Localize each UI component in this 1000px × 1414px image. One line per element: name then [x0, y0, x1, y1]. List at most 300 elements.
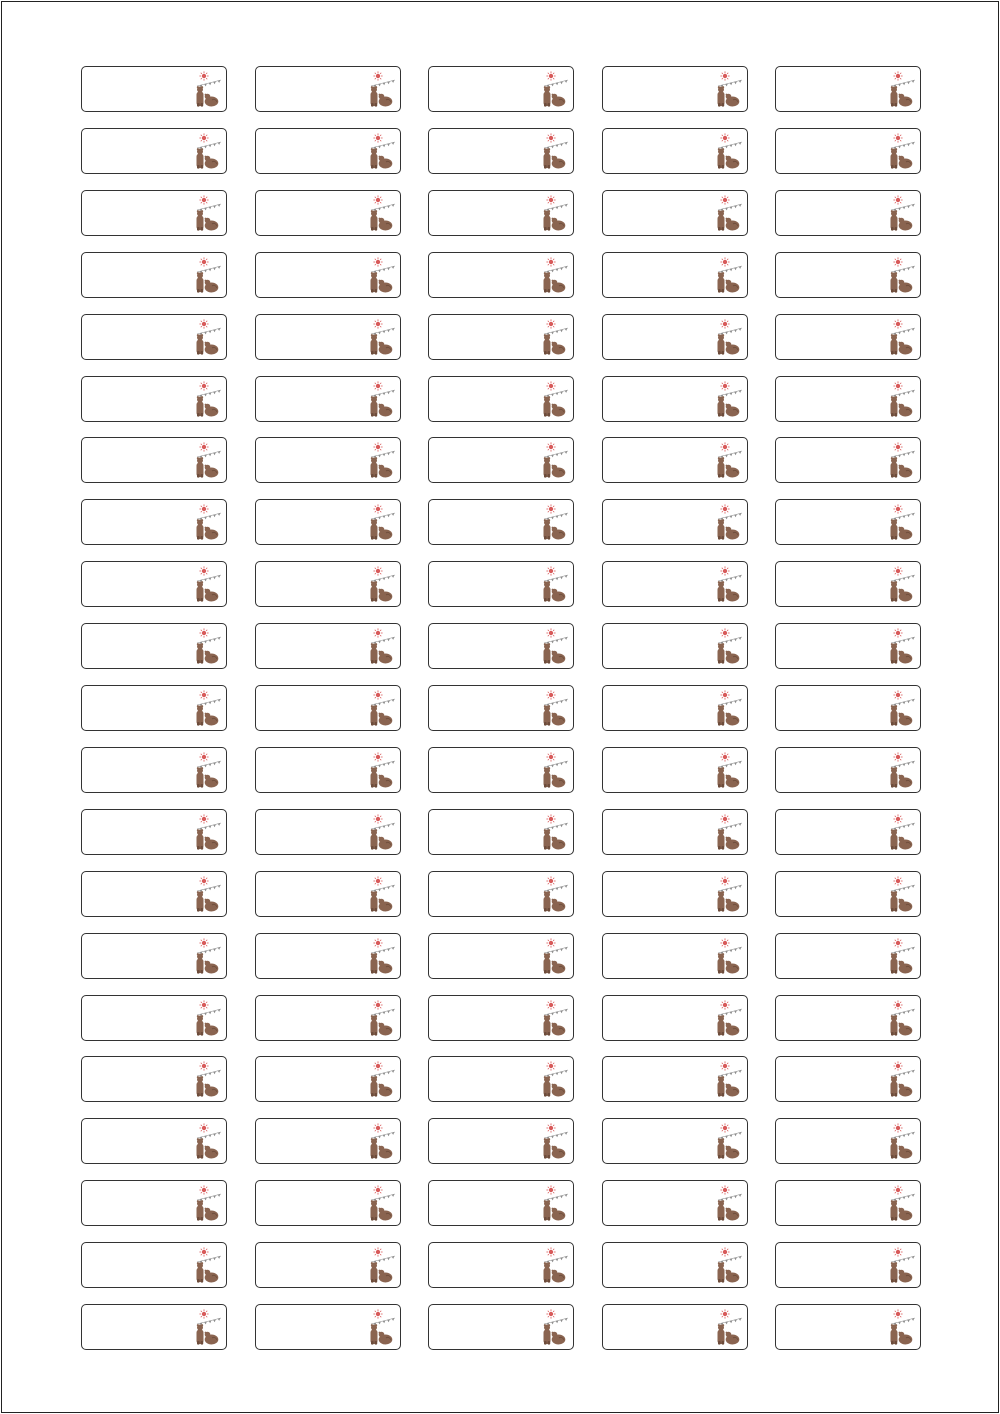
bear-cubs-with-bunting-and-sun-icon: [714, 999, 744, 1037]
bear-cubs-with-bunting-and-sun-icon: [714, 937, 744, 975]
standing-bear-icon: [891, 643, 898, 664]
bunting-icon: [197, 513, 221, 520]
standing-bear-icon: [544, 1076, 551, 1097]
bunting-icon: [197, 575, 221, 582]
standing-bear-icon: [717, 767, 724, 788]
standing-bear-icon: [370, 705, 377, 726]
sun-icon: [199, 1124, 208, 1133]
sun-icon: [373, 1186, 382, 1195]
bunting-icon: [891, 637, 915, 644]
label: [602, 685, 748, 731]
label: [81, 623, 227, 669]
standing-bear-icon: [891, 1015, 898, 1036]
label: [81, 809, 227, 855]
bear-cubs-with-bunting-and-sun-icon: [540, 318, 570, 356]
curled-bear-icon: [205, 651, 219, 664]
label: [428, 1118, 574, 1164]
sun-icon: [720, 1000, 729, 1009]
standing-bear-icon: [197, 953, 204, 974]
bear-cubs-with-bunting-and-sun-icon: [367, 1184, 397, 1222]
standing-bear-icon: [891, 1200, 898, 1221]
bunting-icon: [891, 204, 915, 211]
label: [255, 623, 401, 669]
bunting-icon: [544, 575, 568, 582]
curled-bear-icon: [552, 465, 566, 478]
curled-bear-icon: [552, 403, 566, 416]
curled-bear-icon: [899, 403, 913, 416]
bunting-icon: [718, 328, 742, 335]
label: [81, 685, 227, 731]
label: [428, 747, 574, 793]
standing-bear-icon: [717, 1200, 724, 1221]
standing-bear-icon: [891, 272, 898, 293]
label: [775, 685, 921, 731]
sun-icon: [720, 628, 729, 637]
sun-icon: [546, 1124, 555, 1133]
label: [428, 871, 574, 917]
standing-bear-icon: [197, 1076, 204, 1097]
standing-bear-icon: [717, 891, 724, 912]
bear-cubs-with-bunting-and-sun-icon: [540, 1184, 570, 1222]
bunting-icon: [891, 266, 915, 273]
label: [428, 190, 574, 236]
curled-bear-icon: [725, 589, 739, 602]
label: [602, 995, 748, 1041]
curled-bear-icon: [725, 1146, 739, 1159]
sun-icon: [546, 1000, 555, 1009]
bunting-icon: [544, 1132, 568, 1139]
label: [428, 1304, 574, 1350]
bunting-icon: [544, 1070, 568, 1077]
curled-bear-icon: [378, 960, 392, 973]
sun-icon: [546, 1062, 555, 1071]
standing-bear-icon: [544, 1324, 551, 1345]
standing-bear-icon: [891, 457, 898, 478]
bear-cubs-with-bunting-and-sun-icon: [714, 70, 744, 108]
curled-bear-icon: [378, 155, 392, 168]
bunting-icon: [891, 761, 915, 768]
label: [602, 623, 748, 669]
bunting-icon: [544, 266, 568, 273]
curled-bear-icon: [205, 403, 219, 416]
label: [428, 314, 574, 360]
sun-icon: [373, 628, 382, 637]
sun-icon: [373, 195, 382, 204]
bunting-icon: [544, 1318, 568, 1325]
bunting-icon: [718, 80, 742, 87]
label: [81, 499, 227, 545]
sun-icon: [893, 319, 902, 328]
bear-cubs-with-bunting-and-sun-icon: [714, 1184, 744, 1222]
label: [775, 1304, 921, 1350]
bear-cubs-with-bunting-and-sun-icon: [367, 503, 397, 541]
bear-cubs-with-bunting-and-sun-icon: [367, 380, 397, 418]
standing-bear-icon: [197, 1015, 204, 1036]
sun-icon: [199, 1186, 208, 1195]
bunting-icon: [544, 80, 568, 87]
bunting-icon: [718, 266, 742, 273]
sun-icon: [373, 133, 382, 142]
label: [775, 1242, 921, 1288]
standing-bear-icon: [197, 829, 204, 850]
bear-cubs-with-bunting-and-sun-icon: [887, 1184, 917, 1222]
sun-icon: [893, 1124, 902, 1133]
bunting-icon: [371, 1070, 395, 1077]
sun-icon: [546, 443, 555, 452]
bear-cubs-with-bunting-and-sun-icon: [887, 813, 917, 851]
sun-icon: [546, 814, 555, 823]
label: [428, 995, 574, 1041]
label: [602, 1242, 748, 1288]
bunting-icon: [891, 142, 915, 149]
curled-bear-icon: [378, 403, 392, 416]
standing-bear-icon: [370, 643, 377, 664]
bear-cubs-with-bunting-and-sun-icon: [714, 503, 744, 541]
label: [775, 871, 921, 917]
standing-bear-icon: [891, 829, 898, 850]
sun-icon: [720, 1309, 729, 1318]
label: [602, 252, 748, 298]
sun-icon: [893, 814, 902, 823]
curled-bear-icon: [378, 1022, 392, 1035]
sun-icon: [546, 752, 555, 761]
curled-bear-icon: [899, 1332, 913, 1345]
sun-icon: [893, 195, 902, 204]
sun-icon: [546, 628, 555, 637]
standing-bear-icon: [717, 1076, 724, 1097]
sun-icon: [199, 628, 208, 637]
bunting-icon: [371, 390, 395, 397]
bear-cubs-with-bunting-and-sun-icon: [367, 937, 397, 975]
label: [255, 66, 401, 112]
curled-bear-icon: [205, 1332, 219, 1345]
label: [255, 561, 401, 607]
standing-bear-icon: [717, 1138, 724, 1159]
bunting-icon: [891, 885, 915, 892]
standing-bear-icon: [197, 1262, 204, 1283]
curled-bear-icon: [725, 898, 739, 911]
standing-bear-icon: [891, 1138, 898, 1159]
label: [775, 995, 921, 1041]
sun-icon: [893, 133, 902, 142]
bunting-icon: [544, 1194, 568, 1201]
label: [255, 1056, 401, 1102]
bear-cubs-with-bunting-and-sun-icon: [540, 1122, 570, 1160]
bunting-icon: [891, 80, 915, 87]
curled-bear-icon: [205, 465, 219, 478]
curled-bear-icon: [378, 1146, 392, 1159]
label: [602, 1118, 748, 1164]
curled-bear-icon: [899, 589, 913, 602]
curled-bear-icon: [378, 589, 392, 602]
sun-icon: [199, 814, 208, 823]
bear-cubs-with-bunting-and-sun-icon: [887, 194, 917, 232]
bunting-icon: [718, 1070, 742, 1077]
sun-icon: [373, 814, 382, 823]
bear-cubs-with-bunting-and-sun-icon: [193, 441, 223, 479]
standing-bear-icon: [370, 457, 377, 478]
label: [775, 190, 921, 236]
bunting-icon: [891, 1009, 915, 1016]
standing-bear-icon: [370, 86, 377, 107]
bear-cubs-with-bunting-and-sun-icon: [193, 813, 223, 851]
sun-icon: [893, 443, 902, 452]
label: [255, 871, 401, 917]
curled-bear-icon: [205, 155, 219, 168]
sun-icon: [720, 814, 729, 823]
standing-bear-icon: [544, 210, 551, 231]
sun-icon: [720, 1247, 729, 1256]
standing-bear-icon: [544, 334, 551, 355]
standing-bear-icon: [544, 581, 551, 602]
label: [81, 995, 227, 1041]
standing-bear-icon: [370, 148, 377, 169]
standing-bear-icon: [370, 1076, 377, 1097]
bear-cubs-with-bunting-and-sun-icon: [714, 1308, 744, 1346]
label: [255, 499, 401, 545]
sun-icon: [893, 1309, 902, 1318]
standing-bear-icon: [197, 272, 204, 293]
curled-bear-icon: [899, 836, 913, 849]
sun-icon: [893, 1000, 902, 1009]
label: [81, 66, 227, 112]
standing-bear-icon: [544, 1200, 551, 1221]
sun-icon: [720, 1186, 729, 1195]
sun-icon: [546, 195, 555, 204]
sun-icon: [720, 195, 729, 204]
bunting-icon: [718, 885, 742, 892]
standing-bear-icon: [197, 767, 204, 788]
bear-cubs-with-bunting-and-sun-icon: [714, 318, 744, 356]
bunting-icon: [544, 328, 568, 335]
curled-bear-icon: [899, 465, 913, 478]
label: [255, 128, 401, 174]
bear-cubs-with-bunting-and-sun-icon: [887, 689, 917, 727]
curled-bear-icon: [378, 94, 392, 107]
curled-bear-icon: [552, 898, 566, 911]
label: [255, 376, 401, 422]
sun-icon: [373, 752, 382, 761]
bunting-icon: [544, 699, 568, 706]
bear-cubs-with-bunting-and-sun-icon: [193, 503, 223, 541]
bunting-icon: [371, 1318, 395, 1325]
standing-bear-icon: [891, 581, 898, 602]
label: [775, 437, 921, 483]
sun-icon: [893, 1186, 902, 1195]
bunting-icon: [891, 947, 915, 954]
bunting-icon: [197, 142, 221, 149]
bear-cubs-with-bunting-and-sun-icon: [193, 689, 223, 727]
standing-bear-icon: [197, 457, 204, 478]
sun-icon: [199, 938, 208, 947]
bear-cubs-with-bunting-and-sun-icon: [714, 689, 744, 727]
label: [255, 995, 401, 1041]
curled-bear-icon: [378, 465, 392, 478]
sun-icon: [199, 567, 208, 576]
sun-icon: [373, 319, 382, 328]
curled-bear-icon: [205, 217, 219, 230]
label: [81, 1118, 227, 1164]
bear-cubs-with-bunting-and-sun-icon: [714, 1122, 744, 1160]
curled-bear-icon: [552, 1022, 566, 1035]
bunting-icon: [891, 699, 915, 706]
label: [255, 437, 401, 483]
curled-bear-icon: [725, 960, 739, 973]
standing-bear-icon: [197, 643, 204, 664]
curled-bear-icon: [205, 1084, 219, 1097]
curled-bear-icon: [552, 217, 566, 230]
sun-icon: [546, 1247, 555, 1256]
bear-cubs-with-bunting-and-sun-icon: [193, 70, 223, 108]
standing-bear-icon: [544, 767, 551, 788]
label: [255, 1180, 401, 1226]
curled-bear-icon: [899, 1270, 913, 1283]
standing-bear-icon: [891, 1262, 898, 1283]
curled-bear-icon: [899, 651, 913, 664]
sun-icon: [720, 938, 729, 947]
label: [81, 437, 227, 483]
curled-bear-icon: [378, 774, 392, 787]
curled-bear-icon: [552, 960, 566, 973]
bear-cubs-with-bunting-and-sun-icon: [714, 194, 744, 232]
label: [428, 809, 574, 855]
label: [81, 1180, 227, 1226]
bear-cubs-with-bunting-and-sun-icon: [714, 1060, 744, 1098]
label-grid: [81, 66, 923, 1351]
standing-bear-icon: [891, 767, 898, 788]
label: [602, 933, 748, 979]
curled-bear-icon: [205, 589, 219, 602]
label: [602, 128, 748, 174]
standing-bear-icon: [197, 210, 204, 231]
label: [602, 561, 748, 607]
curled-bear-icon: [205, 1022, 219, 1035]
bear-cubs-with-bunting-and-sun-icon: [887, 937, 917, 975]
sun-icon: [546, 71, 555, 80]
sun-icon: [720, 505, 729, 514]
label: [428, 561, 574, 607]
label: [428, 66, 574, 112]
bear-cubs-with-bunting-and-sun-icon: [540, 70, 570, 108]
bear-cubs-with-bunting-and-sun-icon: [887, 1246, 917, 1284]
sun-icon: [546, 257, 555, 266]
bear-cubs-with-bunting-and-sun-icon: [193, 627, 223, 665]
bear-cubs-with-bunting-and-sun-icon: [193, 1122, 223, 1160]
bear-cubs-with-bunting-and-sun-icon: [887, 565, 917, 603]
bunting-icon: [718, 1318, 742, 1325]
standing-bear-icon: [717, 1015, 724, 1036]
bear-cubs-with-bunting-and-sun-icon: [193, 1246, 223, 1284]
bunting-icon: [718, 947, 742, 954]
bear-cubs-with-bunting-and-sun-icon: [193, 999, 223, 1037]
standing-bear-icon: [544, 643, 551, 664]
curled-bear-icon: [552, 94, 566, 107]
bunting-icon: [371, 1194, 395, 1201]
label: [81, 1242, 227, 1288]
bunting-icon: [197, 1132, 221, 1139]
bunting-icon: [718, 451, 742, 458]
curled-bear-icon: [552, 774, 566, 787]
standing-bear-icon: [717, 581, 724, 602]
curled-bear-icon: [205, 527, 219, 540]
standing-bear-icon: [370, 272, 377, 293]
curled-bear-icon: [205, 713, 219, 726]
standing-bear-icon: [197, 581, 204, 602]
standing-bear-icon: [544, 519, 551, 540]
label: [602, 809, 748, 855]
bunting-icon: [718, 390, 742, 397]
bunting-icon: [891, 328, 915, 335]
bear-cubs-with-bunting-and-sun-icon: [540, 565, 570, 603]
bunting-icon: [718, 1194, 742, 1201]
standing-bear-icon: [717, 953, 724, 974]
sun-icon: [893, 1247, 902, 1256]
standing-bear-icon: [197, 1324, 204, 1345]
curled-bear-icon: [552, 155, 566, 168]
label: [602, 190, 748, 236]
sun-icon: [373, 1062, 382, 1071]
label: [255, 1304, 401, 1350]
bear-cubs-with-bunting-and-sun-icon: [367, 194, 397, 232]
sun-icon: [373, 381, 382, 390]
bear-cubs-with-bunting-and-sun-icon: [193, 256, 223, 294]
bear-cubs-with-bunting-and-sun-icon: [367, 132, 397, 170]
bear-cubs-with-bunting-and-sun-icon: [193, 318, 223, 356]
bear-cubs-with-bunting-and-sun-icon: [887, 318, 917, 356]
sun-icon: [199, 195, 208, 204]
bear-cubs-with-bunting-and-sun-icon: [367, 441, 397, 479]
bunting-icon: [544, 885, 568, 892]
bunting-icon: [371, 513, 395, 520]
bunting-icon: [197, 885, 221, 892]
sun-icon: [546, 133, 555, 142]
curled-bear-icon: [378, 527, 392, 540]
curled-bear-icon: [378, 1332, 392, 1345]
bear-cubs-with-bunting-and-sun-icon: [367, 70, 397, 108]
bunting-icon: [718, 513, 742, 520]
standing-bear-icon: [370, 767, 377, 788]
bear-cubs-with-bunting-and-sun-icon: [540, 875, 570, 913]
sun-icon: [373, 938, 382, 947]
curled-bear-icon: [205, 1146, 219, 1159]
bear-cubs-with-bunting-and-sun-icon: [540, 689, 570, 727]
bear-cubs-with-bunting-and-sun-icon: [714, 132, 744, 170]
bear-cubs-with-bunting-and-sun-icon: [714, 565, 744, 603]
standing-bear-icon: [717, 210, 724, 231]
label: [428, 252, 574, 298]
bunting-icon: [891, 451, 915, 458]
standing-bear-icon: [891, 86, 898, 107]
sun-icon: [199, 1062, 208, 1071]
curled-bear-icon: [899, 341, 913, 354]
sun-icon: [373, 567, 382, 576]
curled-bear-icon: [378, 217, 392, 230]
sun-icon: [199, 752, 208, 761]
bunting-icon: [371, 637, 395, 644]
bear-cubs-with-bunting-and-sun-icon: [887, 1308, 917, 1346]
label: [775, 809, 921, 855]
bear-cubs-with-bunting-and-sun-icon: [714, 380, 744, 418]
bear-cubs-with-bunting-and-sun-icon: [540, 256, 570, 294]
label: [81, 1304, 227, 1350]
curled-bear-icon: [552, 713, 566, 726]
sun-icon: [373, 257, 382, 266]
bunting-icon: [891, 823, 915, 830]
curled-bear-icon: [378, 279, 392, 292]
standing-bear-icon: [370, 1324, 377, 1345]
sun-icon: [546, 1309, 555, 1318]
bear-cubs-with-bunting-and-sun-icon: [193, 875, 223, 913]
